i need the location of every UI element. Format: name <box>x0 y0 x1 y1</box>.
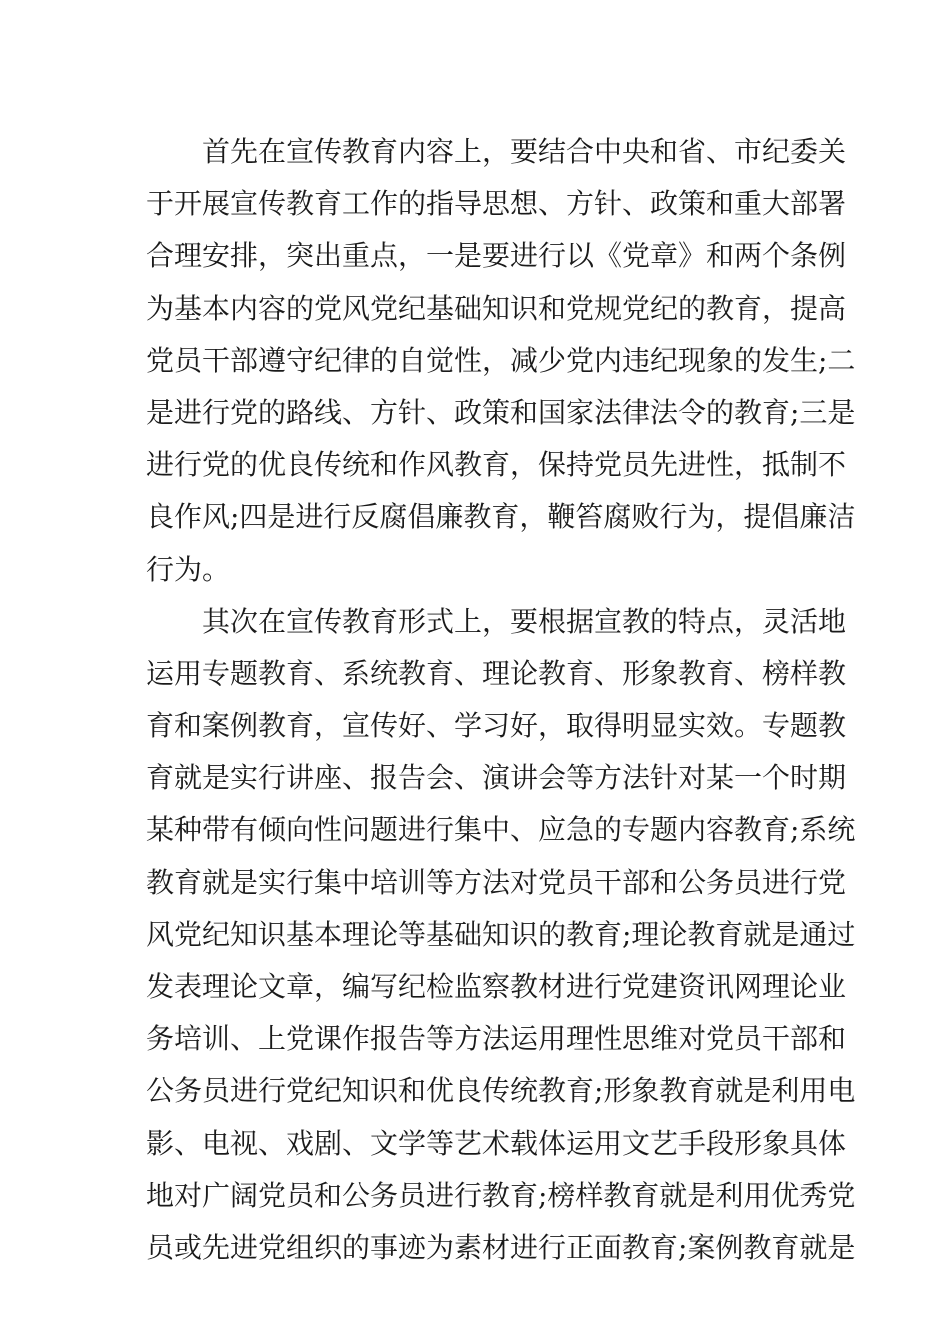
text-line: 员或先进党组织的事迹为素材进行正面教育;案例教育就是 <box>146 1230 856 1264</box>
text-line: 是进行党的路线、方针、政策和国家法律法令的教育;三是 <box>146 395 856 429</box>
text-line: 影、电视、戏剧、文学等艺术载体运用文艺手段形象具体 <box>146 1126 847 1160</box>
text-line: 其次在宣传教育形式上，要根据宣教的特点，灵活地 <box>202 604 847 638</box>
text-line: 发表理论文章，编写纪检监察教材进行党建资讯网理论业 <box>146 970 847 1003</box>
text-line: 地对广阔党员和公务员进行教育;榜样教育就是利用优秀党 <box>146 1178 856 1212</box>
text-line: 党员干部遵守纪律的自觉性，减少党内违纪现象的发生;二 <box>146 343 856 377</box>
text-line: 育和案例教育，宣传好、学习好，取得明显实效。专题教 <box>146 709 847 743</box>
text-line: 务培训、上党课作报告等方法运用理性思维对党员干部和 <box>146 1022 847 1056</box>
paragraph-education-forms <box>146 596 856 1274</box>
text-line: 进行党的优良传统和作风教育，保持党员先进性，抵制不 <box>146 448 847 482</box>
text-line: 风党纪知识基本理论等基础知识的教育;理论教育就是通过 <box>146 917 856 951</box>
paragraph-content-education <box>146 126 856 596</box>
text-line: 某种带有倾向性问题进行集中、应急的专题内容教育;系统 <box>146 813 856 847</box>
text-line: 首先在宣传教育内容上，要结合中央和省、市纪委关 <box>202 135 847 168</box>
text-line: 教育就是实行集中培训等方法对党员干部和公务员进行党 <box>146 865 847 899</box>
text-line: 良作风;四是进行反腐倡廉教育，鞭笞腐败行为，提倡廉洁 <box>146 500 856 534</box>
text-line: 合理安排，突出重点，一是要进行以《党章》和两个条例 <box>146 239 847 273</box>
text-line: 公务员进行党纪知识和优良传统教育;形象教育就是利用电 <box>146 1074 856 1108</box>
text-line: 运用专题教育、系统教育、理论教育、形象教育、榜样教 <box>146 656 847 690</box>
text-line: 行为。 <box>146 552 231 586</box>
text-line: 为基本内容的党风党纪基础知识和党规党纪的教育，提高 <box>146 291 847 325</box>
text-line: 于开展宣传教育工作的指导思想、方针、政策和重大部署 <box>146 187 847 221</box>
text-line: 育就是实行讲座、报告会、演讲会等方法针对某一个时期 <box>146 761 847 795</box>
body-text <box>146 126 856 1274</box>
